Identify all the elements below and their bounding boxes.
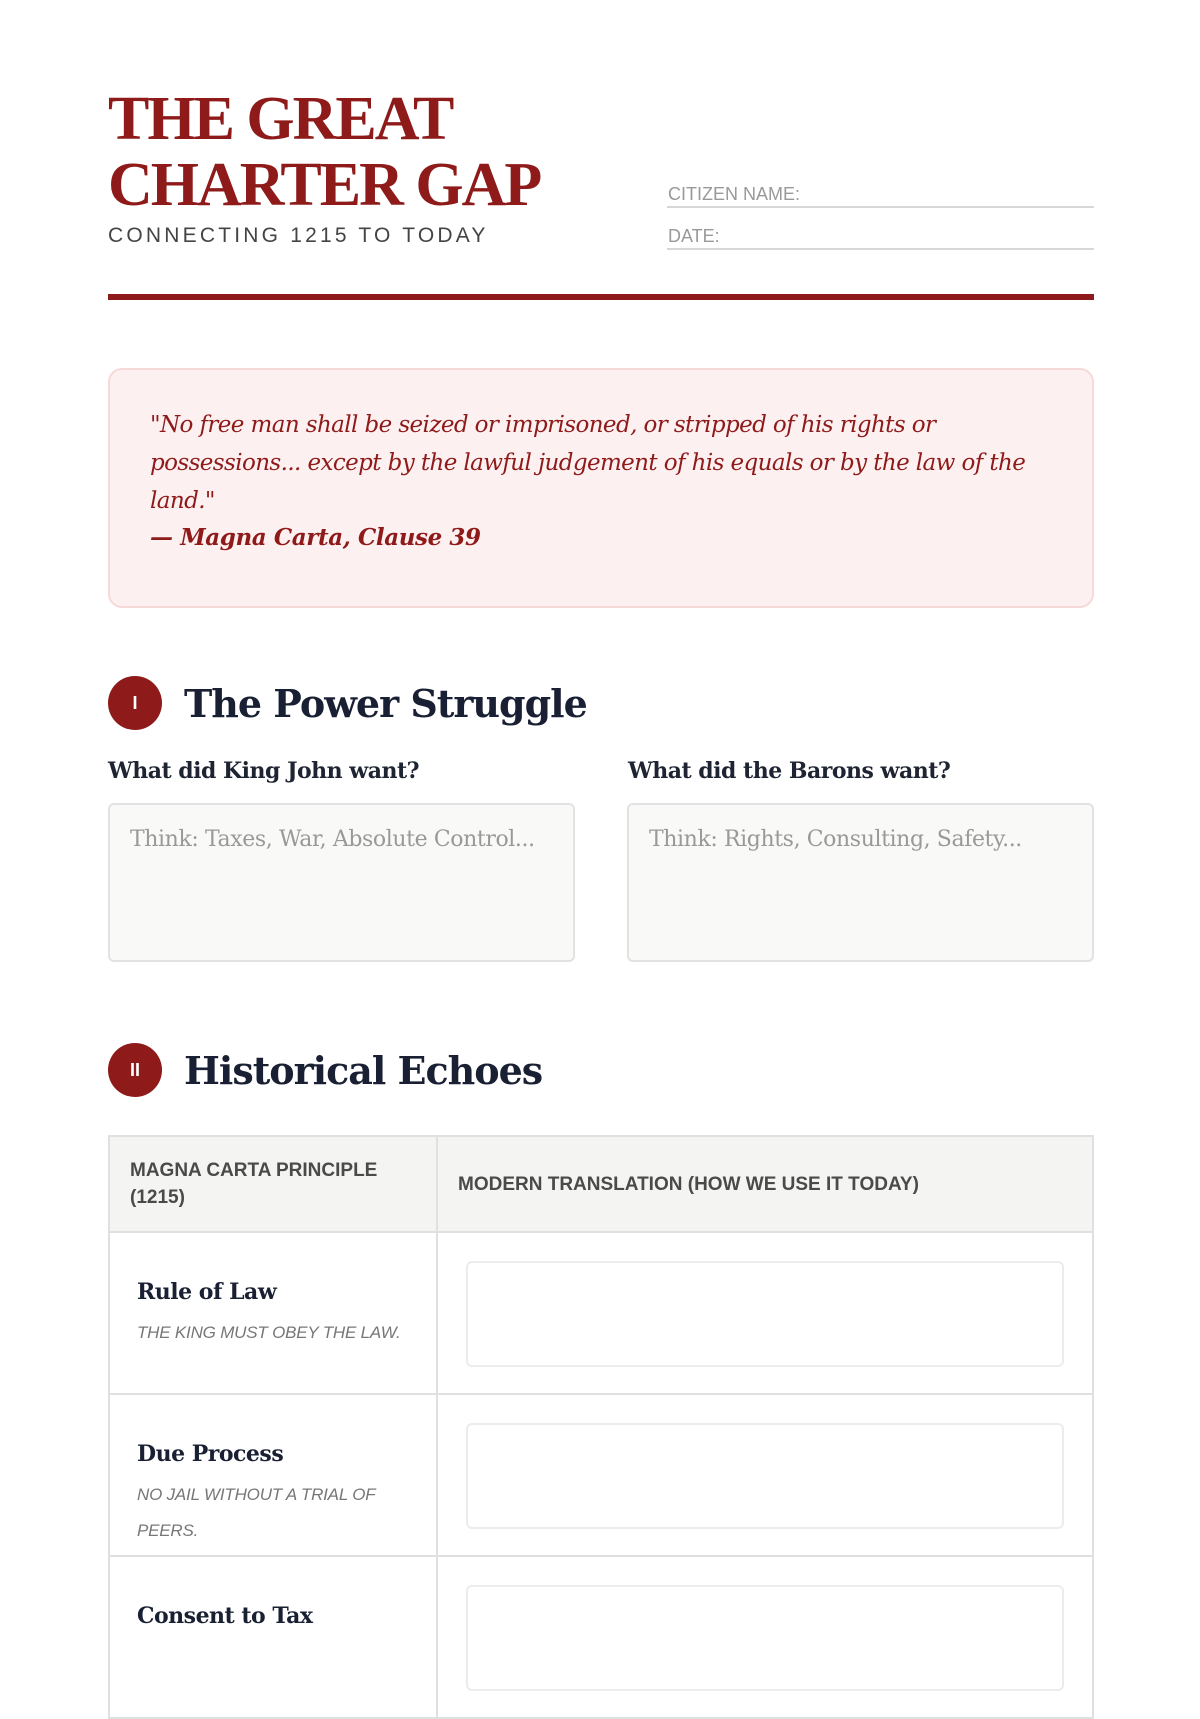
section-number-badge: II — [108, 1043, 162, 1097]
section-number-badge: I — [108, 676, 162, 730]
king-john-answer-box[interactable]: Think: Taxes, War, Absolute Control... — [108, 803, 575, 962]
section-title: The Power Struggle — [184, 680, 587, 726]
principle-description: THE KING MUST OBEY THE LAW. — [137, 1323, 401, 1342]
table-row — [110, 1233, 1092, 1395]
king-john-question: What did King John want? — [108, 758, 420, 784]
principle-cell — [110, 1557, 438, 1717]
barons-answer-box[interactable]: Think: Rights, Consulting, Safety... — [627, 803, 1094, 962]
translation-cell — [438, 1557, 1092, 1717]
table-header — [110, 1137, 1092, 1233]
column-header-principle: MAGNA CARTA PRINCIPLE (1215) — [110, 1137, 438, 1231]
principle-cell — [110, 1395, 438, 1555]
translation-cell — [438, 1233, 1092, 1393]
page-title — [108, 86, 668, 218]
citizen-name-field[interactable]: CITIZEN NAME: — [667, 184, 1094, 208]
translation-answer-box[interactable] — [466, 1261, 1064, 1367]
date-field[interactable]: DATE: — [667, 226, 1094, 250]
principle-description: NO JAIL WITHOUT A TRIAL OF PEERS. — [137, 1485, 376, 1540]
quote-attribution: — Magna Carta, Clause 39 — [150, 524, 481, 551]
barons-question: What did the Barons want? — [628, 758, 951, 784]
quote-box — [108, 368, 1094, 608]
translation-answer-box[interactable] — [466, 1585, 1064, 1691]
table-row — [110, 1557, 1092, 1719]
section-title: Historical Echoes — [184, 1047, 543, 1093]
principle-name: Due Process — [137, 1441, 284, 1467]
title-line-1: THE GREAT — [108, 85, 453, 153]
section-header-power-struggle — [108, 675, 587, 731]
echoes-table — [108, 1135, 1094, 1719]
section-header-historical-echoes — [108, 1042, 542, 1098]
translation-cell — [438, 1395, 1092, 1555]
header-divider — [108, 294, 1094, 300]
principle-name: Rule of Law — [137, 1279, 277, 1305]
table-row — [110, 1395, 1092, 1557]
principle-cell — [110, 1233, 438, 1393]
principle-name: Consent to Tax — [137, 1603, 313, 1629]
column-header-translation: MODERN TRANSLATION (HOW WE USE IT TODAY) — [458, 1173, 919, 1195]
title-line-2: CHARTER GAP — [108, 151, 541, 219]
quote-text: "No free man shall be seized or imprisoned, or stripped of his rights or possessions... except by the lawful judgement of his equals or by the law of the land." — [150, 412, 1026, 514]
translation-answer-box[interactable] — [466, 1423, 1064, 1529]
page-subtitle: CONNECTING 1215 TO TODAY — [108, 224, 489, 247]
